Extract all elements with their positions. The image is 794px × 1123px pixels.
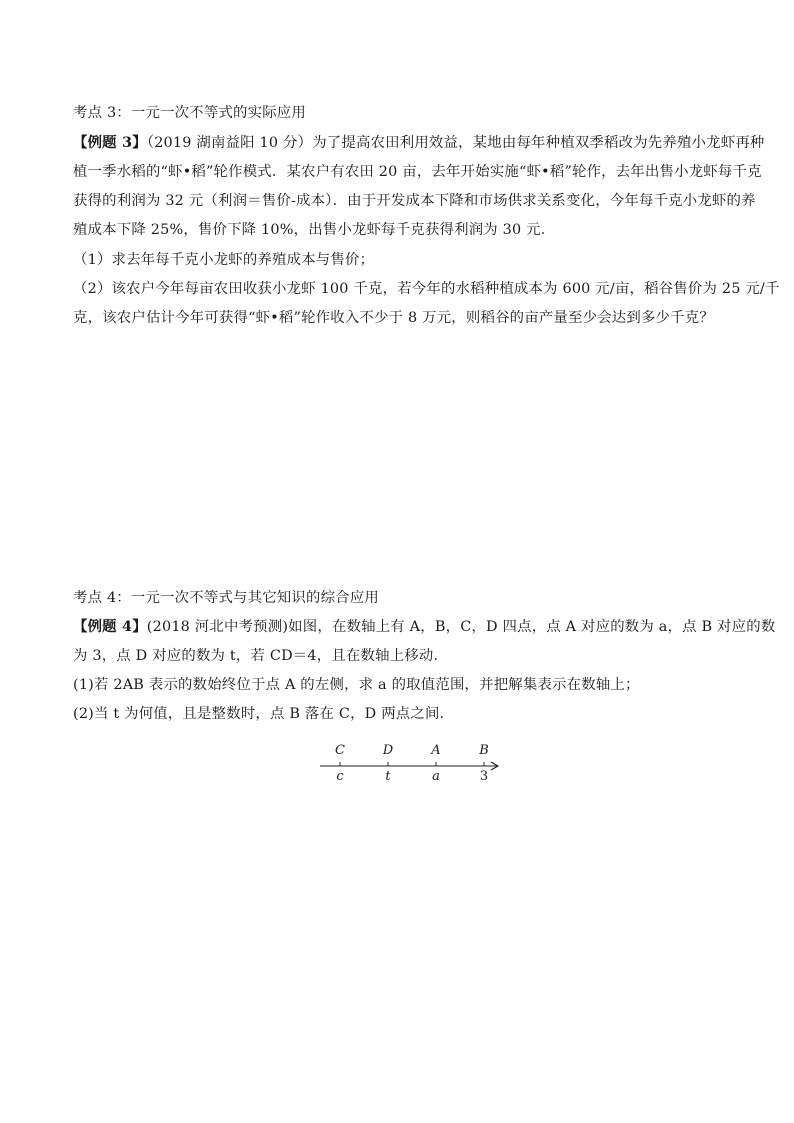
section3-paragraph-line-4: 殖成本下降 25%，售价下降 10%，出售小龙虾每千克获得利润为 30 元． — [73, 222, 556, 238]
section3-paragraph-line-2: 植一季水稻的“虾•稻”轮作模式．某农户有农田 20 亩，去年开始实施“虾•稻”轮作，去年出售小龙虾每千克 — [73, 164, 762, 180]
point-value-a: a — [432, 769, 440, 784]
point-label-c: C — [335, 743, 345, 758]
section3-heading: 考点 3：一元一次不等式的实际应用 — [73, 105, 306, 121]
point-label-a: A — [431, 743, 441, 758]
section4-paragraph-line-1 — [73, 617, 775, 637]
example3-text-1: （2019 湖南益阳 10 分）为了提高农田利用效益，某地由每年种植双季稻改为先养殖小龙虾再种 — [146, 135, 765, 151]
section3-question-2-line-1: （2）该农户今年每亩农田收获小龙虾 100 千克，若今年的水稻种植成本为 600 元/亩，稻谷售价为 25 元/千 — [73, 281, 780, 297]
section3-paragraph-line-1 — [73, 133, 765, 153]
section4-heading: 考点 4：一元一次不等式与其它知识的综合应用 — [73, 590, 379, 606]
point-value-3: 3 — [479, 769, 489, 784]
section3-paragraph-line-3: 获得的利润为 32 元（利润＝售价-成本）．由于开发成本下降和市场供求关系变化，今年每千克小龙虾的养 — [73, 193, 756, 209]
point-value-c: c — [336, 769, 344, 784]
point-label-d: D — [382, 743, 394, 758]
example4-tag: 【例题 4】 — [73, 618, 147, 635]
section4-question-2: (2)当 t 为何值，且是整数时，点 B 落在 C，D 两点之间． — [73, 706, 455, 722]
example4-text-1: (2018 河北中考预测)如图，在数轴上有 A，B，C，D 四点，点 A 对应的数为 a，点 B 对应的数 — [146, 619, 776, 635]
point-label-b: B — [479, 743, 489, 758]
section3-question-2-line-2: 克，该农户估计今年可获得“虾•稻”轮作收入不少于 8 万元，则稻谷的亩产量至少会达到多少千克？ — [73, 310, 714, 326]
example3-tag: 【例题 3】 — [73, 134, 147, 151]
section3-question-1: （1）求去年每千克小龙虾的养殖成本与售价； — [73, 252, 375, 268]
number-line-figure — [300, 736, 520, 786]
point-value-t: t — [385, 769, 391, 784]
section4-paragraph-line-2: 为 3，点 D 对应的数为 t，若 CD＝4，且在数轴上移动． — [73, 648, 449, 664]
section4-question-1: (1)若 2AB 表示的数始终位于点 A 的左侧，求 a 的取值范围，并把解集表示在数轴上； — [73, 677, 640, 693]
